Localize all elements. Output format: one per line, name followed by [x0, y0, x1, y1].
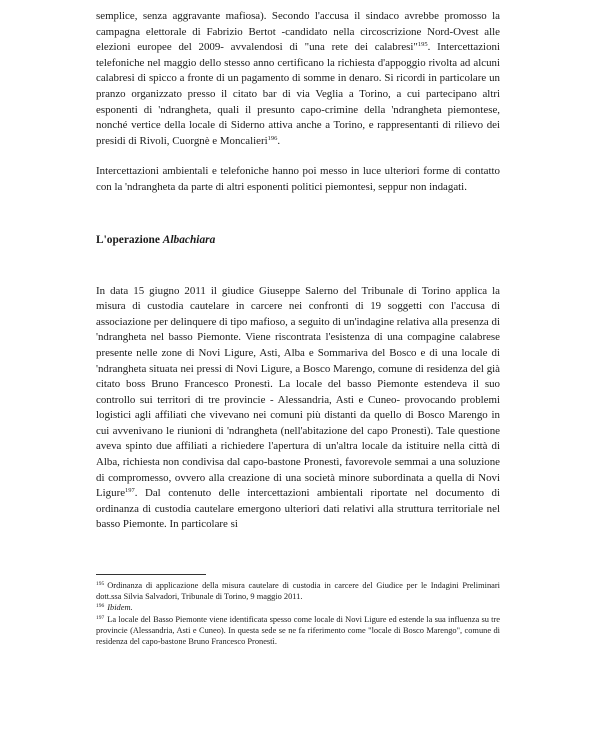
page-body — [96, 9, 500, 533]
paragraph-3 — [96, 284, 500, 534]
footnote-text: Ibidem. — [107, 603, 133, 613]
section-heading-prefix: L'operazione — [96, 233, 163, 246]
paragraph-3-text-a: In data 15 giugno 2011 il giudice Giuseppe Salerno del Tribunale di Torino applica la misura di custodia cautelare in carcere nei confronti di 19 soggetti con l'accusa di associazione per delinquere di tipo mafioso, a seguito di un'indagine relativa alla presenza di 'ndrangheta nel basso Piemonte. Viene riscontrata l'esistenza di una compagine calabrese presente nelle zone di Novi Ligure, Asti, Alba e Sommariva del Bosco e di una locale di 'ndrangheta situata nei pressi di Novi Ligure, a Bosco Marengo, comune di residenza del già citato boss Bruno Francesco Pronestì. La locale del basso Piemonte estendeva il suo controllo sui territori di tre provincie - Alessandria, Asti e Cuneo- provocando problemi logistici agli affiliati che vivevano nei comuni più distanti da quello di Bosco Marengo in cui avvenivano le riunioni di 'ndrangheta (nell'abitazione del capo Pronestì). Tale questione aveva spinto due affiliati a richiedere l'apertura di un'altra locale da istituire nella città di Alba, richiesta non condivisa dal capo-bastone Pronestì, favorevole semmai a una soluzione di compromesso, ovvero alla creazione di una società minore subordinata a quella di Novi Ligure — [96, 284, 500, 500]
footnote-number: 196 — [96, 603, 105, 610]
footnote-divider — [96, 574, 206, 575]
footnote-ref-195[interactable]: 195 — [417, 41, 428, 49]
paragraph-3-text-b: . Dal contenuto delle intercettazioni ambientali riportate nel documento di ordinanza di custodia cautelare emergono ulteriori dati relativi alla struttura territoriale nel basso Piemonte. In particolare si — [96, 487, 500, 531]
footnote-195 — [96, 580, 500, 602]
footnote-text: La locale del Basso Piemonte viene identificata spesso come locale di Novi Ligure ed estende la sua influenza su tre provincie (Alessandria, Asti e Cuneo). In questa sede se ne fa riferimento come "locale di Bosco Marengo", comune di residenza del capo-bastone Bruno Francesco Pronestì. — [96, 614, 500, 647]
paragraph-1 — [96, 9, 500, 149]
paragraph-1-text-c: . — [277, 134, 281, 147]
section-heading-title: Albachiara — [162, 233, 216, 246]
footnote-197 — [96, 614, 500, 648]
paragraph-2: Intercettazioni ambientali e telefoniche hanno poi messo in luce ulteriori forme di contatto con la 'ndrangheta da parte di altri esponenti politici piemontesi, seppur non indagati. — [96, 165, 500, 193]
footnote-number: 195 — [96, 581, 105, 587]
paragraph-1-text-a: semplice, senza aggravante mafiosa). Secondo l'accusa il sindaco avrebbe promosso la campagna elettorale di Fabrizio Bertot -candidato nella circoscrizione Nord-Ovest alle elezioni europee del 2009- avvalendosi di "una rete dei calabresi" — [96, 10, 500, 54]
section-heading — [96, 232, 500, 248]
footnote-number: 197 — [96, 614, 105, 621]
footnote-text: Ordinanza di applicazione della misura cautelare di custodia in carcere del Giudice per le Indagini Preliminari dott.ssa Silvia Salvadori, Tribunale di Torino, 9 maggio 2011. — [96, 581, 500, 602]
footnotes — [96, 574, 500, 647]
footnote-ref-196[interactable]: 196 — [267, 134, 278, 142]
paragraph-1-text-b: . Intercettazioni telefoniche nel maggio dello stesso anno certificano la richiesta d'appoggio rivolta ad alcuni calabresi di spicco a fronte di un pagamento di somme in denaro. Si ricordi in particolare un pranzo organizzato presso il citato bar di via Veglia a Torino, a cui partecipano altri esponenti di 'ndrangheta, quali il presunto capo-crimine della 'ndrangheta piemontese, nonché vertice della locale di Siderno attiva anche a Torino, e rappresentanti di rilievo dei presidi di Rivoli, Cuorgnè e Moncalieri — [96, 41, 500, 147]
footnote-196 — [96, 602, 500, 613]
footnote-ref-197[interactable]: 197 — [125, 487, 135, 495]
